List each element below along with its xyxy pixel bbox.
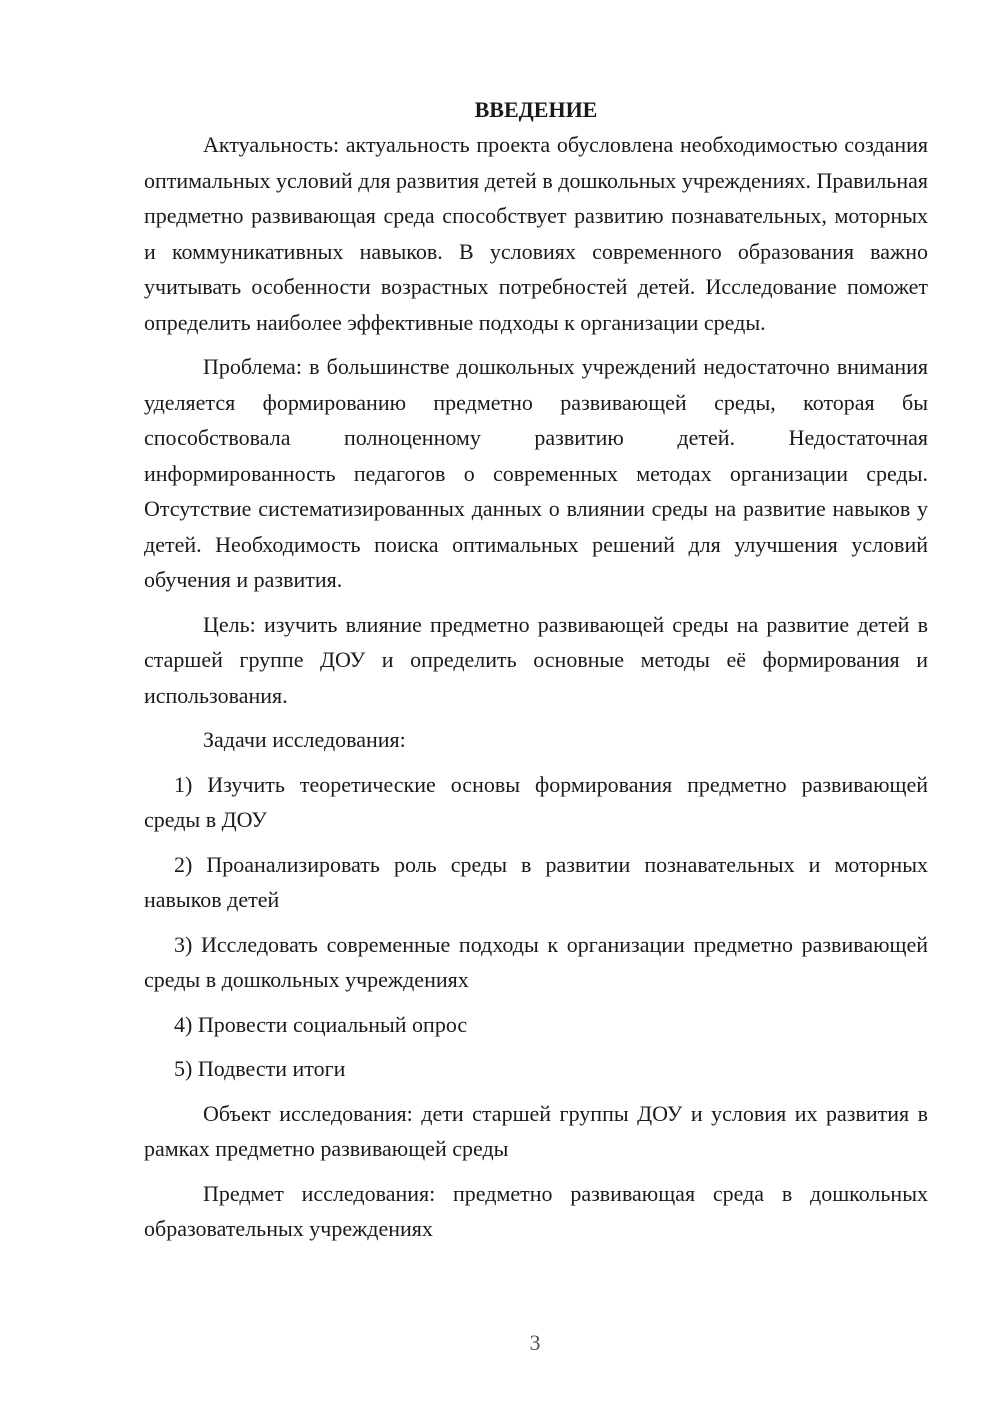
page-number: 3 (529, 1330, 541, 1355)
page-title: ВВЕДЕНИЕ (474, 97, 598, 122)
list-item: 3) Исследовать современные подходы к организации предметно развивающей среды в дошкольных учреждениях (144, 931, 928, 992)
list-item: 4) Провести социальный опрос (174, 1011, 468, 1037)
document-page (144, 92, 928, 1247)
list-item: 1) Изучить теоретические основы формирования предметно развивающей среды в ДОУ (144, 771, 928, 832)
list-item: 2) Проанализировать роль среды в развитии познавательных и моторных навыков детей (144, 851, 928, 912)
paragraph-relevance: Актуальность: актуальность проекта обусловлена необходимостью создания оптимальных условий для развития детей в дошкольных учреждениях. Правильная предметно развивающая среда способствует развитию познавательных, моторных и коммуникативных навыков. В условиях современного образования важно учитывать особенности возрастных потребностей детей. Исследование поможет определить наиболее эффективные подходы к организации среды. (144, 132, 928, 335)
paragraph-goal: Цель: изучить влияние предметно развивающей среды на развитие детей в старшей группе ДОУ и определить основные методы её формирования и использования. (144, 611, 928, 708)
paragraph-object: Объект исследования: дети старшей группы ДОУ и условия их развития в рамках предметно развивающей среды (144, 1100, 928, 1161)
paragraph-subject: Предмет исследования: предметно развивающая среда в дошкольных образовательных учреждениях (144, 1180, 928, 1241)
list-item: 5) Подвести итоги (174, 1056, 346, 1081)
paragraph-problem: Проблема: в большинстве дошкольных учреждений недостаточно внимания уделяется формированию предметно развивающей среды, которая бы способствовала полноценному развитию детей. Недостаточная информированность педагогов о современных методах организации среды. Отсутствие систематизированных данных о влиянии среды на развитие навыков у детей. Необходимость поиска оптимальных решений для улучшения условий обучения и развития. (144, 354, 928, 592)
tasks-heading: Задачи исследования: (203, 727, 406, 752)
